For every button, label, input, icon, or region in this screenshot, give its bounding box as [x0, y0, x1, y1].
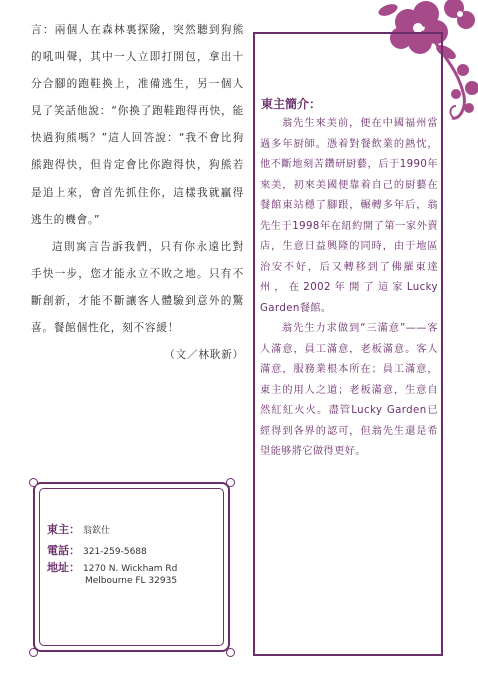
- bio-paragraph-1: 翁先生來美前，便在中國福州當過多年厨師。憑着對餐飲業的熱忱，他不斷地刻苦鑽研厨藝，后于1990年來美，初來美國便靠着自己的厨藝在餐館東站穩了腳跟，輾轉多年后，翁先生于1998年在紐約開了第一家外賣店，生意日益興隆的同時，由于地區治安不好，后又轉移到了佛羅東達州，在2002年開了這家Lucky Garden餐館。: [260, 118, 438, 314]
- corner-ornament: [226, 478, 235, 487]
- phone-label: 電話：: [47, 544, 80, 557]
- address-line-2: Melbourne FL 32935: [85, 576, 178, 586]
- contact-owner: [47, 521, 110, 537]
- bio-title: 東主簡介：: [261, 97, 322, 111]
- contact-address: [47, 559, 177, 575]
- owner-name: 翁欽仕: [83, 526, 111, 536]
- corner-ornament: [29, 478, 38, 487]
- corner-ornament: [226, 648, 235, 657]
- corner-ornament: [29, 648, 38, 657]
- contact-phone: [47, 542, 147, 558]
- address-label: 地址：: [47, 561, 80, 574]
- bio-text: [260, 114, 438, 463]
- bio-paragraph-2: 翁先生力求做到“三滿意”——客人滿意，員工滿意，老板滿意。客人滿意，服務業根本所在；員工滿意，東主的用人之道；老板滿意，生意自然紅紅火火。盡管Lucky Garden已經得到各界的認可，但翁先生還是希望能够將它做得更好。: [260, 323, 438, 457]
- address-line-1: 1270 N. Wickham Rd: [83, 564, 178, 574]
- story-paragraph-1: 言：兩個人在森林裏探險，突然聽到狗熊的吼叫聲，其中一人立即打開包，拿出十分合腳的跑鞋換上，准備逃生，另一個人見了笑話他說：“你換了跑鞋跑得再快，能快過狗熊嗎？”這人回答說：“我不會比狗熊跑得快，但肯定會比你跑得快，狗熊若是追上來，會首先抓住你，這樣我就贏得逃生的機會。”: [31, 24, 244, 226]
- contact-address-2: [85, 576, 177, 586]
- phone-number: 321-259-5688: [83, 547, 147, 557]
- story-byline: （文／林耿新）: [164, 349, 244, 362]
- story-column: [31, 17, 244, 369]
- story-paragraph-2: 這則寓言告訴我們，只有你永遠比對手快一步，您才能永立不敗之地。只有不斷創新，才能不斷讓客人體驗到意外的驚喜。餐館個性化，刻不容緩！: [31, 240, 244, 335]
- owner-label: 東主：: [47, 523, 80, 536]
